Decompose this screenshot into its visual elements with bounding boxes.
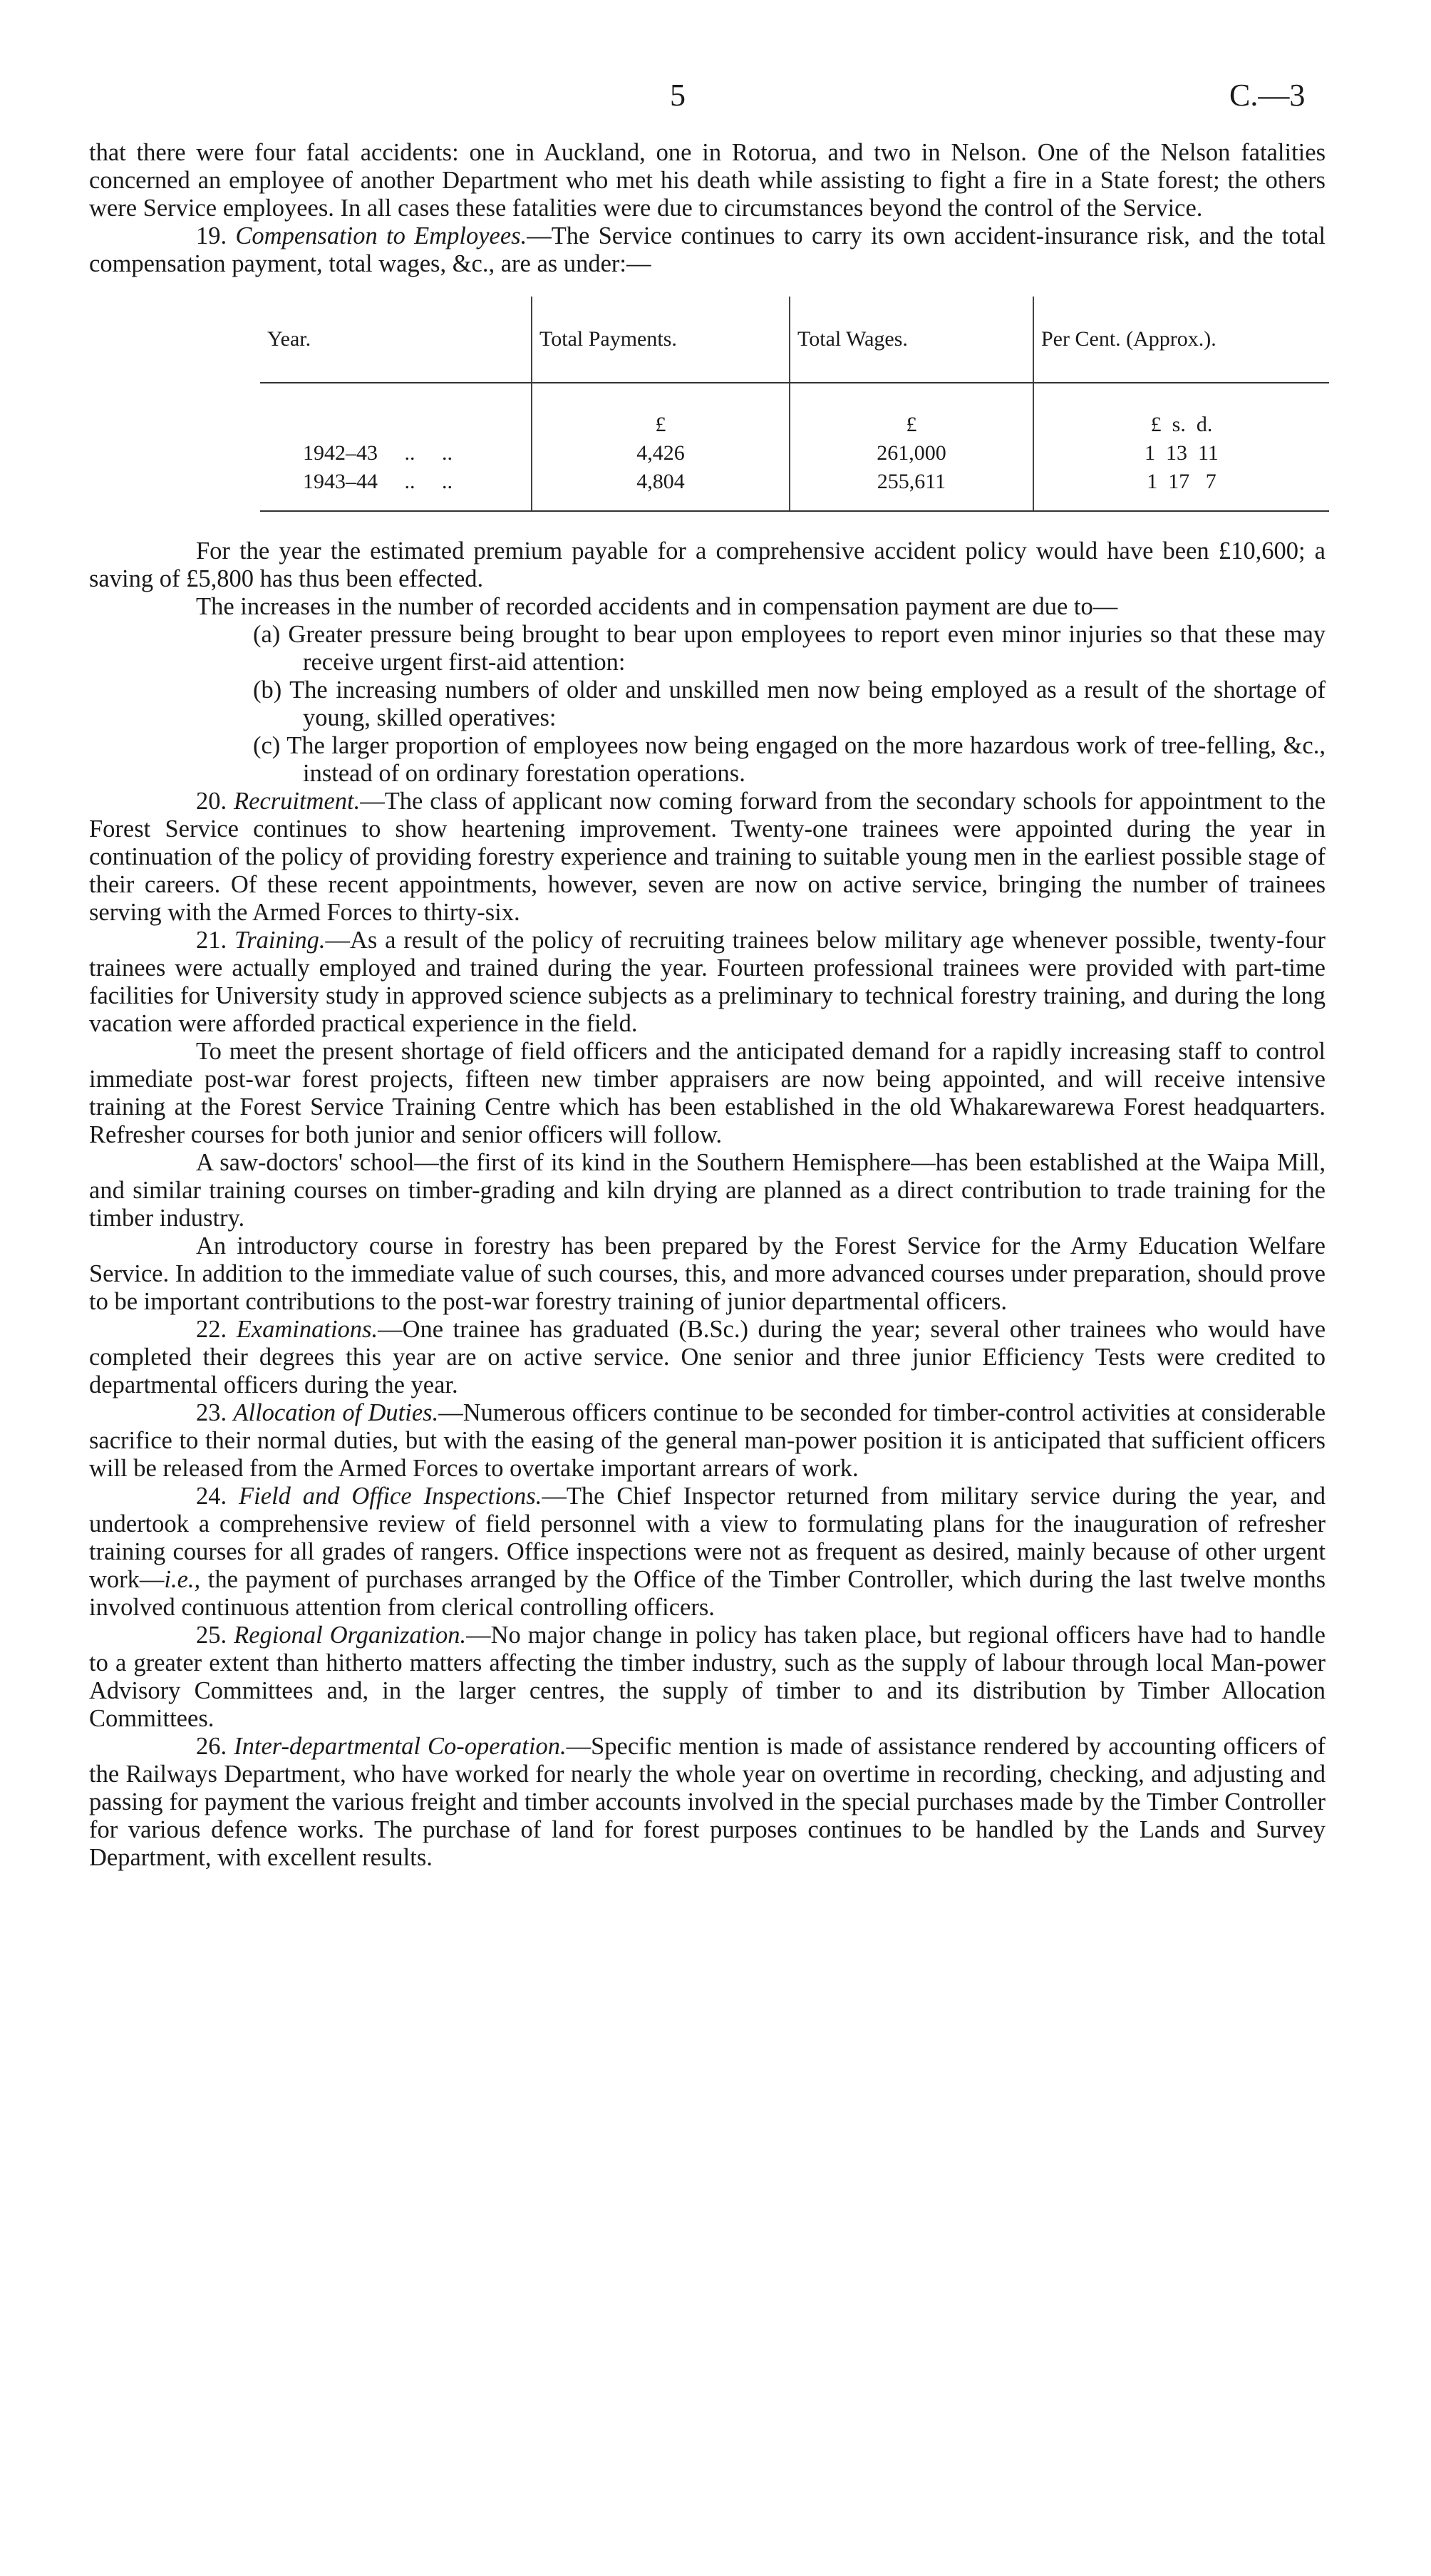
paragraph-number: 25.: [196, 1622, 227, 1649]
section-heading: Allocation of Duties.: [233, 1399, 439, 1426]
paragraph-text: —Numerous officers continue to be seconded for timber-control activities at considerable sacrifice to their normal duties, but with the easing of the general man-power position it is anticipated that sufficient officers will be released from the Armed Forces to overtake important arrears of work.: [89, 1399, 1326, 1482]
list-item-text: The larger proportion of employees now being engaged on the more hazardous work of tree-felling, &c., instead of on ordinary forestation operations.: [286, 732, 1326, 787]
paragraph-text: the payment of purchases arranged by the Office of the Timber Controller, which during the last twelve months involved continuous attention from clerical controlling officers.: [89, 1566, 1326, 1621]
paragraph-19: [89, 222, 1326, 278]
compensation-table: [260, 297, 1329, 512]
table-row: [260, 439, 1329, 468]
paragraph-number: 26.: [196, 1733, 227, 1760]
paragraph-text: —One trainee has graduated (B.Sc.) during the year; several other trainees who would have completed their degrees this year are on active service. One senior and three junior Efficiency Tests were credited to departmental officers during the year.: [89, 1316, 1326, 1398]
table-row: [260, 468, 1329, 511]
italic-abbreviation: i.e.,: [164, 1566, 201, 1593]
unit-percent: £ s. d.: [1033, 383, 1329, 439]
list-item-text: Greater pressure being brought to bear upon employees to report even minor injuries so that these may receive urgent first-aid attention:: [288, 621, 1326, 676]
body-text: [89, 139, 1326, 1872]
paragraph-number: 20.: [196, 788, 227, 815]
page-number: 5: [670, 78, 686, 113]
paragraph-text: —Specific mention is made of assistance rendered by accounting officers of the Railways Department, who have worked for nearly the whole year on overtime in recording, checking, and adjusting and passing for payment the various freight and timber accounts involved in the special purchases made by the Timber Controller for various defence works. The purchase of land for forest purposes continues to be handled by the Lands and Survey Department, with excellent results.: [89, 1733, 1326, 1871]
row-leader-dots: .. ..: [404, 441, 453, 465]
list-item-text: The increasing numbers of older and unskilled men now being employed as a result of the shortage of young, skilled operatives:: [289, 676, 1326, 731]
paragraph-20: [89, 788, 1326, 927]
paragraph-text: —The Chief Inspector returned from military service during the year, and undertook a comprehensive review of field personnel with a view to formulating plans for the inauguration of refresher training courses for all grades of rangers. Office inspections were not as frequent as desired, mainly because of other urgent work—: [89, 1483, 1326, 1593]
row-percent: 1 13 11: [1033, 439, 1329, 468]
paragraph-continued: that there were four fatal accidents: one in Auckland, one in Rotorua, and two in Nelson. One of the Nelson fatalities concerned an employee of another Department who met his death while assisting to fight a fire in a State forest; the others were Service employees. In all cases these fatalities were due to circumstances beyond the control of the Service.: [89, 139, 1326, 222]
header-year: Year.: [260, 297, 532, 383]
paragraph-premium: For the year the estimated premium payable for a comprehensive accident policy would have been £10,600; a saving of £5,800 has thus been effected.: [89, 537, 1326, 592]
section-heading: Regional Organization.: [234, 1622, 467, 1649]
header-total-wages: Total Wages.: [790, 297, 1033, 383]
paragraph-increases: The increases in the number of recorded accidents and in compensation payment are due to—: [196, 593, 1118, 620]
row-year: 1943–44: [303, 470, 378, 493]
table-header-row: [260, 297, 1329, 383]
header-total-payments: Total Payments.: [532, 297, 790, 383]
section-heading: Compensation to Employees.: [235, 222, 527, 249]
paragraph-number: 19.: [196, 222, 227, 249]
paragraph-text: —The class of applicant now coming forward from the secondary schools for appointment to the Forest Service continues to show heartening improvement. Twenty-one trainees were appointed during the year in continuation of the policy of providing forestry experience and training to suitable young men in the earliest possible stage of their careers. Of these recent appointments, however, seven are now on active service, bringing the number of trainees serving with the Armed Forces to thirty-six.: [89, 788, 1326, 926]
list-item-label: (a): [253, 621, 281, 648]
paragraph-text: —The Service continues to carry its own accident-insurance risk, and the total compensation payment, total wages, &c., are as under:—: [89, 222, 1326, 277]
paragraph-text: —No major change in policy has taken place, but regional officers have had to handle to a greater extent than hitherto matters affecting the timber industry, such as the supply of labour through local Man-power Advisory Committees and, in the larger centres, the supply of timber to and its distribution by Timber Allocation Committees.: [89, 1622, 1326, 1732]
section-heading: Field and Office Inspections.: [239, 1483, 542, 1510]
header-per-cent: Per Cent. (Approx.).: [1033, 297, 1329, 383]
list-item-label: (c): [253, 732, 281, 759]
unit-wages: £: [790, 383, 1033, 439]
list-item-label: (b): [253, 676, 282, 704]
paragraph-22: [89, 1316, 1326, 1399]
document-reference: C.—3: [1229, 78, 1306, 113]
paragraph-24: [89, 1483, 1326, 1622]
paragraph-21d: An introductory course in forestry has been prepared by the Forest Service for the Army Education Welfare Service. In addition to the immediate value of such courses, this, and more advanced courses under preparation, should prove to be important contributions to the post-war forestry training of junior departmental officers.: [89, 1232, 1326, 1315]
row-year: 1942–43: [303, 441, 378, 465]
list-item-b: [89, 676, 1326, 732]
row-wages: 255,611: [790, 468, 1033, 511]
unit-payments: £: [532, 383, 790, 439]
section-heading: Recruitment.: [234, 788, 361, 815]
paragraph-number: 22.: [196, 1316, 227, 1343]
row-payments: 4,426: [532, 439, 790, 468]
paragraph-21c: A saw-doctors' school—the first of its kind in the Southern Hemisphere—has been established at the Waipa Mill, and similar training courses on timber-grading and kiln drying are planned as a direct contribution to trade training for the timber industry.: [89, 1149, 1326, 1232]
paragraph-23: [89, 1399, 1326, 1483]
unit-year: [260, 383, 532, 439]
row-payments: 4,804: [532, 468, 790, 511]
row-percent: 1 17 7: [1033, 468, 1329, 511]
section-heading: Inter-departmental Co-operation.: [234, 1733, 567, 1760]
section-heading: Examinations.: [236, 1316, 378, 1343]
paragraph-21: [89, 927, 1326, 1038]
table-units-row: [260, 383, 1329, 439]
list-item-a: [89, 621, 1326, 676]
paragraph-21b: To meet the present shortage of field officers and the anticipated demand for a rapidly increasing staff to control immediate post-war forest projects, fifteen new timber appraisers are now being appointed, and will receive intensive training at the Forest Service Training Centre which has been established in the old Whakarewarewa Forest headquarters. Refresher courses for both junior and senior officers will follow.: [89, 1038, 1326, 1148]
section-heading: Training.: [234, 927, 326, 954]
row-leader-dots: .. ..: [404, 470, 453, 493]
row-year-cell: [260, 439, 532, 468]
paragraph-25: [89, 1622, 1326, 1733]
row-wages: 261,000: [790, 439, 1033, 468]
paragraph-26: [89, 1733, 1326, 1872]
paragraph-number: 21.: [196, 927, 227, 954]
paragraph-number: 24.: [196, 1483, 227, 1510]
list-item-c: [89, 732, 1326, 788]
paragraph-text: —As a result of the policy of recruiting trainees below military age whenever possible, twenty-four trainees were actually employed and trained during the year. Fourteen professional trainees were provided with part-time facilities for University study in approved science subjects as a preliminary to technical forestry training, and during the long vacation were afforded practical experience in the field.: [89, 927, 1326, 1037]
paragraph-number: 23.: [196, 1399, 227, 1426]
row-year-cell: [260, 468, 532, 511]
